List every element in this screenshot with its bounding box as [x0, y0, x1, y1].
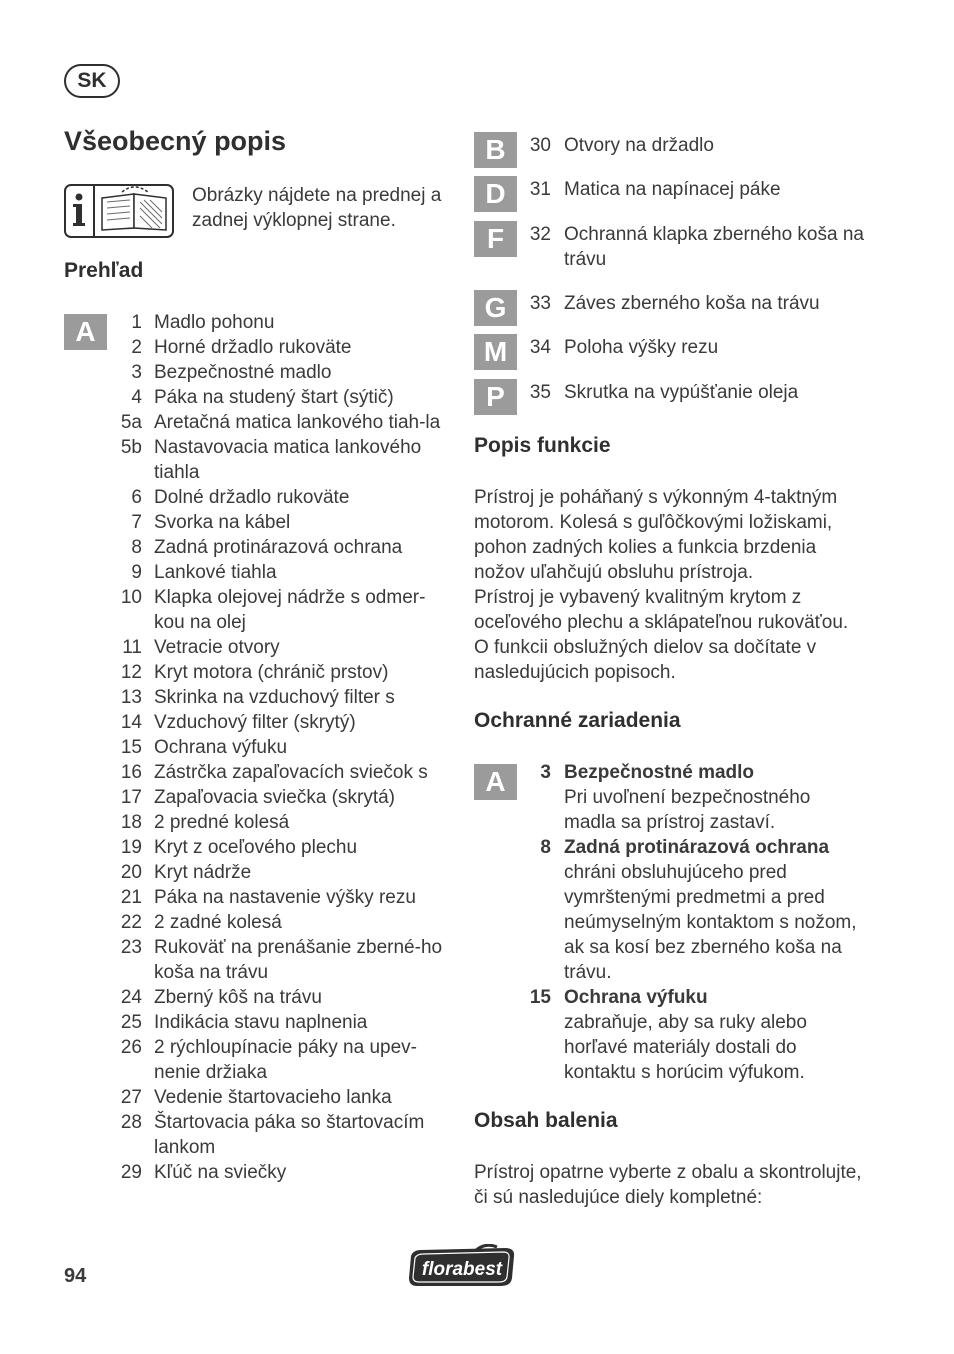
function-heading: Popis funkcie [474, 434, 611, 457]
item-number: 17 [120, 787, 142, 808]
function-text-2: Prístroj je vybavený kvalitným krytom z oceľového plechu a sklápateľnou rukoväťou. O funkcii obslužných dielov sa dočítate v nasledujúcich popisoch. [474, 587, 849, 683]
item-number: 2 [131, 337, 142, 358]
item-number: 32 [529, 224, 551, 245]
item-text: Vetracie otvory [154, 637, 280, 658]
safety-item-label: Zadná protinárazová ochrana [564, 837, 830, 858]
safety-heading: Ochranné zariadenia [474, 709, 681, 732]
overview-item [110, 435, 455, 485]
item-text: Ochrana výfuku [154, 737, 288, 758]
safety-item [521, 835, 866, 985]
item-text: Nastavovacia matica lankového tiahla [154, 437, 422, 483]
item-number: 14 [120, 712, 142, 733]
figure-badge: B [474, 132, 517, 168]
item-text: Záves zberného koša na trávu [564, 293, 820, 314]
item-number: 4 [131, 387, 142, 408]
info-text: Obrázky nájdete na prednej a zadnej výklopnej strane. [192, 185, 442, 231]
safety-item-label: Ochrana výfuku [564, 987, 708, 1008]
safety-item-text: chráni obsluhujúceho pred vymrštenými predmetmi a pred neúmyselným kontaktom s nožom, ak sa kosí bez zberného koša na trávu. [564, 862, 857, 983]
item-number: 25 [120, 1012, 142, 1033]
item-number: 10 [120, 587, 142, 608]
safety-item [521, 985, 866, 1085]
florabest-logo [405, 1244, 519, 1290]
item-number: 21 [120, 887, 142, 908]
overview-item [110, 635, 455, 660]
overview-item [110, 385, 455, 410]
item-number: 22 [120, 912, 142, 933]
parts-item [521, 133, 866, 158]
safety-item [521, 760, 866, 835]
parts-item [521, 291, 866, 316]
info-book-icon [64, 184, 174, 238]
item-text: Rukoväť na prenášanie zberné-ho koša na trávu [154, 937, 443, 983]
overview-item [110, 710, 455, 735]
item-text: Štartovacia páka so štartovacím lankom [154, 1112, 425, 1158]
item-number: 31 [529, 179, 551, 200]
safety-list [521, 760, 866, 1085]
figure-badge: G [474, 290, 517, 326]
overview-item [110, 1010, 455, 1035]
item-number: 3 [131, 362, 142, 383]
item-text: 2 rýchloupínacie páky na upev-nenie držiaka [154, 1037, 417, 1083]
item-text: Otvory na držadlo [564, 135, 714, 156]
overview-item [110, 485, 455, 510]
parts-item [521, 177, 866, 202]
item-text: Poloha výšky rezu [564, 337, 719, 358]
item-number: 5a [120, 412, 142, 433]
overview-item [110, 810, 455, 835]
parts-item [521, 335, 866, 360]
item-number: 23 [120, 937, 142, 958]
overview-item [110, 1085, 455, 1110]
item-number: 27 [120, 1087, 142, 1108]
brand-text: florabest [421, 1259, 503, 1280]
item-number: 29 [120, 1162, 142, 1183]
package-heading: Obsah balenia [474, 1109, 618, 1132]
overview-item [110, 760, 455, 785]
item-text: Kryt z oceľového plechu [154, 837, 358, 858]
item-number: 3 [540, 762, 551, 783]
safety-item-label: Bezpečnostné madlo [564, 762, 755, 783]
overview-item [110, 910, 455, 935]
overview-item [110, 685, 455, 710]
overview-item [110, 785, 455, 810]
item-text: Zberný kôš na trávu [154, 987, 322, 1008]
overview-item [110, 735, 455, 760]
item-text: Skrinka na vzduchový filter s [154, 687, 395, 708]
page-number: 94 [64, 1265, 87, 1287]
item-number: 16 [120, 762, 142, 783]
function-text-1: Prístroj je poháňaný s výkonným 4-taktným motorom. Kolesá s guľôčkovými ložiskami, pohon zadných kolies a funkcia brzdenia nožov uľahčujú obsluhu prístroja. [474, 487, 838, 583]
item-number: 34 [529, 337, 551, 358]
item-number: 15 [120, 737, 142, 758]
item-text: Skrutka na vypúšťanie oleja [564, 382, 799, 403]
item-number: 13 [120, 687, 142, 708]
overview-item [110, 985, 455, 1010]
item-text: Klapka olejovej nádrže s odmer-kou na olej [154, 587, 426, 633]
overview-list [110, 310, 455, 1185]
item-text: Madlo pohonu [154, 312, 275, 333]
figure-badge: M [474, 334, 517, 370]
item-text: Páka na nastavenie výšky rezu [154, 887, 416, 908]
overview-item [110, 660, 455, 685]
item-number: 9 [131, 562, 142, 583]
overview-item [110, 935, 455, 985]
overview-item [110, 1160, 455, 1185]
item-number: 12 [120, 662, 142, 683]
figure-badge: D [474, 176, 517, 212]
item-number: 1 [131, 312, 142, 333]
parts-item [521, 222, 866, 272]
item-text: Zapaľovacia sviečka (skrytá) [154, 787, 396, 808]
item-text: 2 predné kolesá [154, 812, 290, 833]
item-number: 7 [131, 512, 142, 533]
figure-badge: P [474, 379, 517, 415]
item-number: 11 [122, 637, 142, 658]
item-text: Kryt motora (chránič prstov) [154, 662, 389, 683]
overview-item [110, 310, 455, 335]
item-number: 6 [131, 487, 142, 508]
item-text: Bezpečnostné madlo [154, 362, 332, 383]
item-number: 30 [529, 135, 551, 156]
overview-item [110, 410, 455, 435]
parts-item [521, 380, 866, 405]
overview-item [110, 360, 455, 385]
item-number: 24 [120, 987, 142, 1008]
item-text: Zadná protinárazová ochrana [154, 537, 403, 558]
item-number: 19 [120, 837, 142, 858]
figure-badge-a: A [64, 314, 107, 350]
language-badge: SK [64, 64, 120, 98]
item-number: 20 [120, 862, 142, 883]
overview-item [110, 885, 455, 910]
figure-badge: F [474, 221, 517, 257]
overview-item [110, 1110, 455, 1160]
item-text: Páka na studený štart (sýtič) [154, 387, 394, 408]
item-number: 18 [120, 812, 142, 833]
item-number: 5b [120, 437, 142, 458]
item-number: 8 [540, 837, 551, 858]
item-text: Dolné držadlo rukoväte [154, 487, 350, 508]
item-number: 33 [529, 293, 551, 314]
item-text: Ochranná klapka zberného koša na trávu [564, 224, 864, 270]
overview-item [110, 860, 455, 885]
item-text: Horné držadlo rukoväte [154, 337, 352, 358]
item-number: 15 [529, 987, 551, 1008]
item-number: 28 [120, 1112, 142, 1133]
item-text: Indikácia stavu naplnenia [154, 1012, 368, 1033]
package-text: Prístroj opatrne vyberte z obalu a skontrolujte, či sú nasledujúce diely kompletné: [474, 1162, 862, 1208]
item-text: Vedenie štartovacieho lanka [154, 1087, 392, 1108]
item-number: 35 [529, 382, 551, 403]
safety-item-text: Pri uvoľnení bezpečnostného madla sa prístroj zastaví. [564, 787, 811, 833]
page-title: Všeobecný popis [64, 126, 287, 156]
overview-item [110, 535, 455, 560]
item-text: Zástrčka zapaľovacích sviečok s [154, 762, 428, 783]
overview-item [110, 835, 455, 860]
item-text: Aretačná matica lankového tiah-la [154, 412, 441, 433]
item-text: Kľúč na sviečky [154, 1162, 287, 1183]
safety-item-text: zabraňuje, aby sa ruky alebo horľavé materiály dostali do kontaktu s horúcim výfukom. [564, 1012, 807, 1083]
item-text: Vzduchový filter (skrytý) [154, 712, 356, 733]
overview-item [110, 510, 455, 535]
item-text: Svorka na kábel [154, 512, 291, 533]
item-text: Matica na napínacej páke [564, 179, 781, 200]
figure-badge-a-safety: A [474, 764, 517, 800]
overview-item [110, 1035, 455, 1085]
overview-item [110, 335, 455, 360]
item-text: 2 zadné kolesá [154, 912, 282, 933]
item-number: 26 [120, 1037, 142, 1058]
item-text: Kryt nádrže [154, 862, 252, 883]
item-number: 8 [131, 537, 142, 558]
overview-heading: Prehľad [64, 259, 144, 282]
item-text: Lankové tiahla [154, 562, 277, 583]
overview-item [110, 585, 455, 635]
overview-item [110, 560, 455, 585]
